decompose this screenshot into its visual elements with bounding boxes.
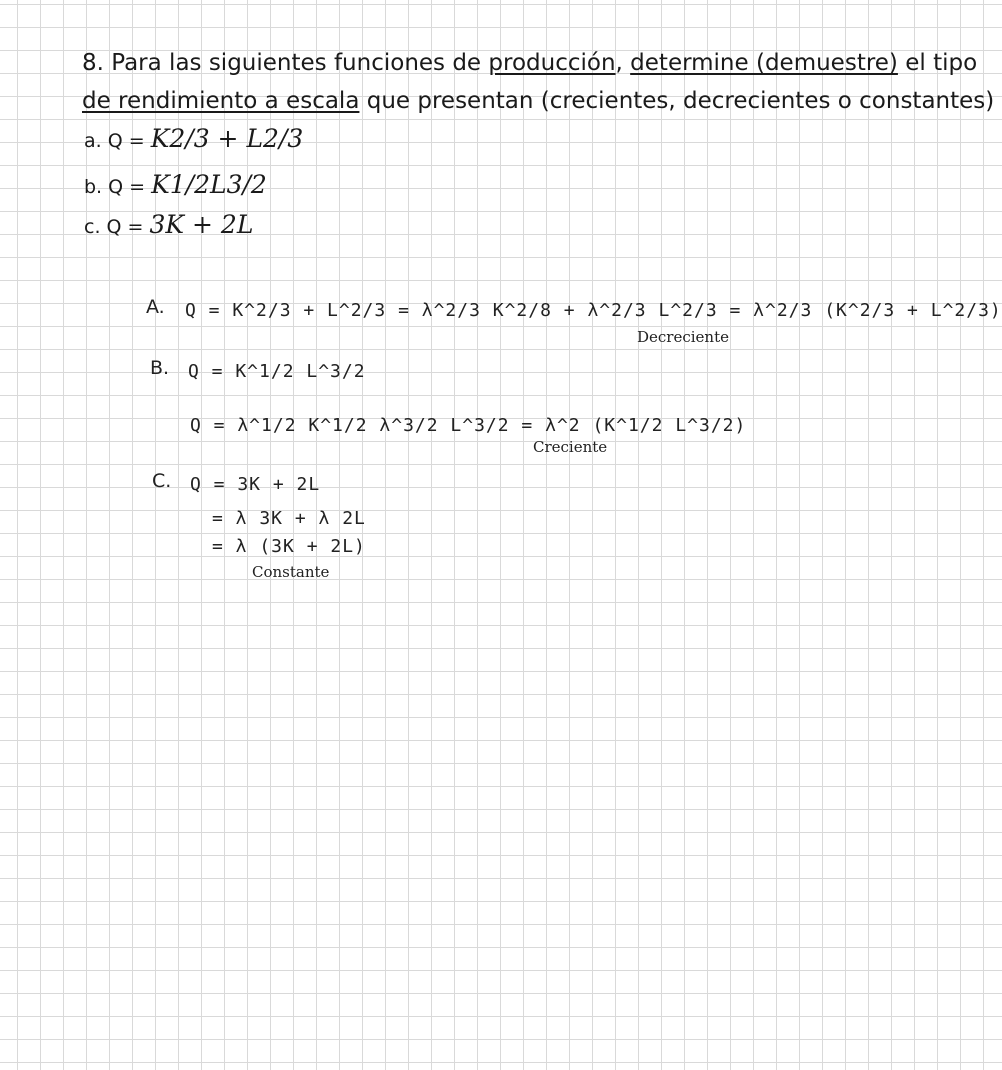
answer-c-label: C. xyxy=(152,470,172,492)
answer-b-equation-2: Q = λ^1/2 K^1/2 λ^3/2 L^3/2 = λ^2 (K^1/2 L^3/2) xyxy=(190,415,747,436)
question-text: que presentan (crecientes, decrecientes o constantes) xyxy=(359,88,995,114)
question-text: , xyxy=(615,50,631,76)
option-prefix: b. Q = xyxy=(84,176,152,198)
question-line-2 xyxy=(82,88,994,114)
answer-b-result: Creciente xyxy=(533,438,608,456)
underlined-text: determine (demuestre) xyxy=(630,50,898,76)
option-expression: K1/2L3/2 xyxy=(151,170,267,199)
option-expression: 3K + 2L xyxy=(149,210,254,239)
option-a xyxy=(84,124,303,153)
answer-b-label: B. xyxy=(150,357,170,379)
option-prefix: a. Q = xyxy=(84,130,151,152)
answer-a-label: A. xyxy=(146,296,165,318)
underlined-text: producción xyxy=(488,50,616,76)
question-text: el tipo xyxy=(897,50,978,76)
option-expression: K2/3 + L2/3 xyxy=(150,124,304,153)
question-text: 8. Para las siguientes funciones de xyxy=(82,50,489,76)
answer-a-result: Decreciente xyxy=(637,328,729,346)
answer-c-equation-2: = λ 3K + λ 2L xyxy=(212,508,366,529)
answer-a-equation: Q = K^2/3 + L^2/3 = λ^2/3 K^2/8 + λ^2/3 L^2/3 = λ^2/3 (K^2/3 + L^2/3) xyxy=(185,300,1002,321)
answer-c-equation-3: = λ (3K + 2L) xyxy=(212,536,366,557)
answer-b-equation-1: Q = K^1/2 L^3/2 xyxy=(188,361,366,382)
option-prefix: c. Q = xyxy=(84,216,150,238)
option-c xyxy=(84,210,253,239)
answer-c-result: Constante xyxy=(252,563,330,581)
underlined-text: de rendimiento a escala xyxy=(82,88,360,114)
option-b xyxy=(84,170,267,199)
answer-c-equation-1: Q = 3K + 2L xyxy=(190,474,321,495)
question-line-1 xyxy=(82,50,977,76)
